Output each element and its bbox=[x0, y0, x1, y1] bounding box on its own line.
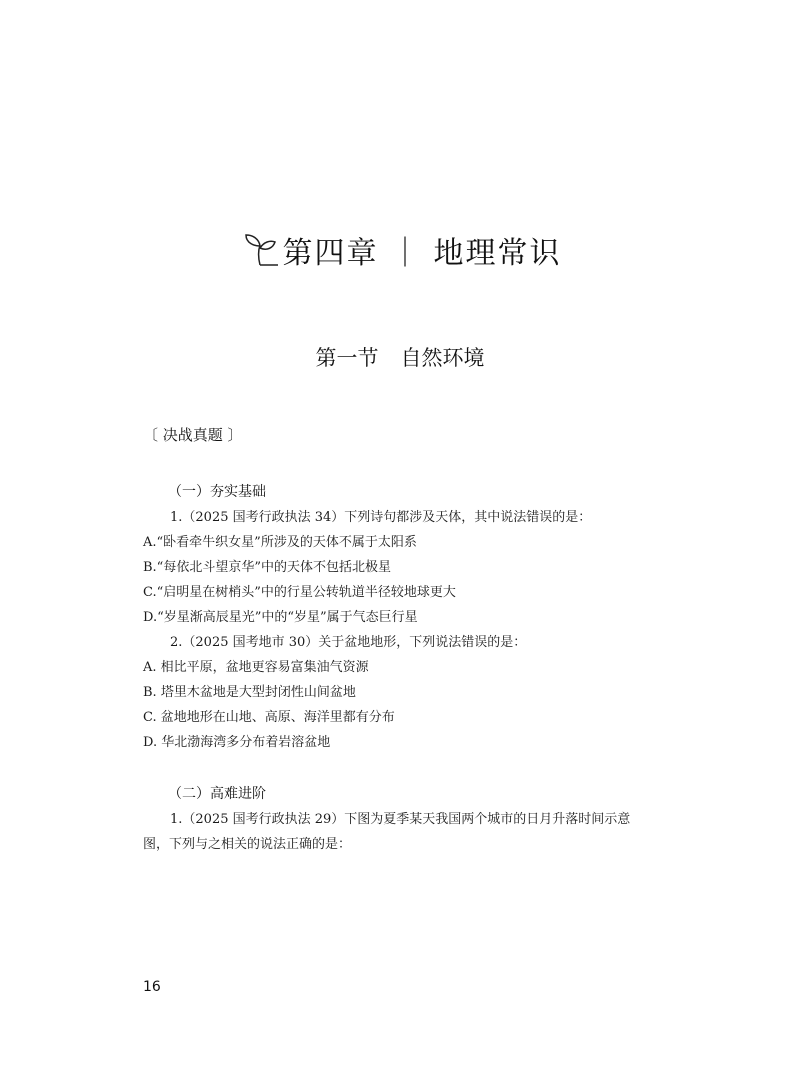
question-3-stem-line-2: 图，下列与之相关的说法正确的是： bbox=[143, 837, 352, 852]
question-1-stem: 1.（2025 国考行政执法 34）下列诗句都涉及天体，其中说法错误的是： bbox=[170, 510, 592, 525]
question-2-option-b: B. 塔里木盆地是大型封闭性山间盆地 bbox=[143, 685, 356, 700]
page-number: 16 bbox=[143, 979, 161, 995]
section-number: 第一节 bbox=[315, 346, 379, 370]
sub-heading-advanced: （二）高难进阶 bbox=[168, 786, 266, 802]
question-1-option-b: B.“每依北斗望京华”中的天体不包括北极星 bbox=[143, 560, 391, 575]
question-3-stem-line-1: 1.（2025 国考行政执法 29）下图为夏季某天我国两个城市的日月升落时间示意 bbox=[170, 812, 631, 827]
question-1-option-c: C.“启明星在树梢头”中的行星公转轨道半径较地球更大 bbox=[143, 585, 456, 600]
question-2-option-a: A. 相比平原，盆地更容易富集油气资源 bbox=[143, 660, 369, 675]
question-1-option-d: D.“岁星渐高辰星光”中的“岁星”属于气态巨行星 bbox=[143, 610, 418, 625]
question-2-stem: 2.（2025 国考地市 30）关于盆地地形，下列说法错误的是： bbox=[170, 635, 527, 650]
question-1-option-a: A.“卧看牵牛织女星”所涉及的天体不属于太阳系 bbox=[143, 535, 417, 550]
block-label: 〔 决战真题 〕 bbox=[143, 426, 243, 444]
sprout-icon bbox=[238, 229, 282, 269]
section-name: 自然环境 bbox=[400, 346, 485, 370]
question-2-option-d: D. 华北渤海湾多分布着岩溶盆地 bbox=[143, 735, 331, 750]
section-title bbox=[0, 342, 800, 372]
question-2-option-c: C. 盆地地形在山地、高原、海洋里都有分布 bbox=[143, 710, 395, 725]
chapter-title-text: 第四章 ｜ 地理常识 bbox=[282, 236, 562, 271]
chapter-title bbox=[0, 228, 800, 272]
sub-heading-basic: （一）夯实基础 bbox=[168, 484, 266, 500]
